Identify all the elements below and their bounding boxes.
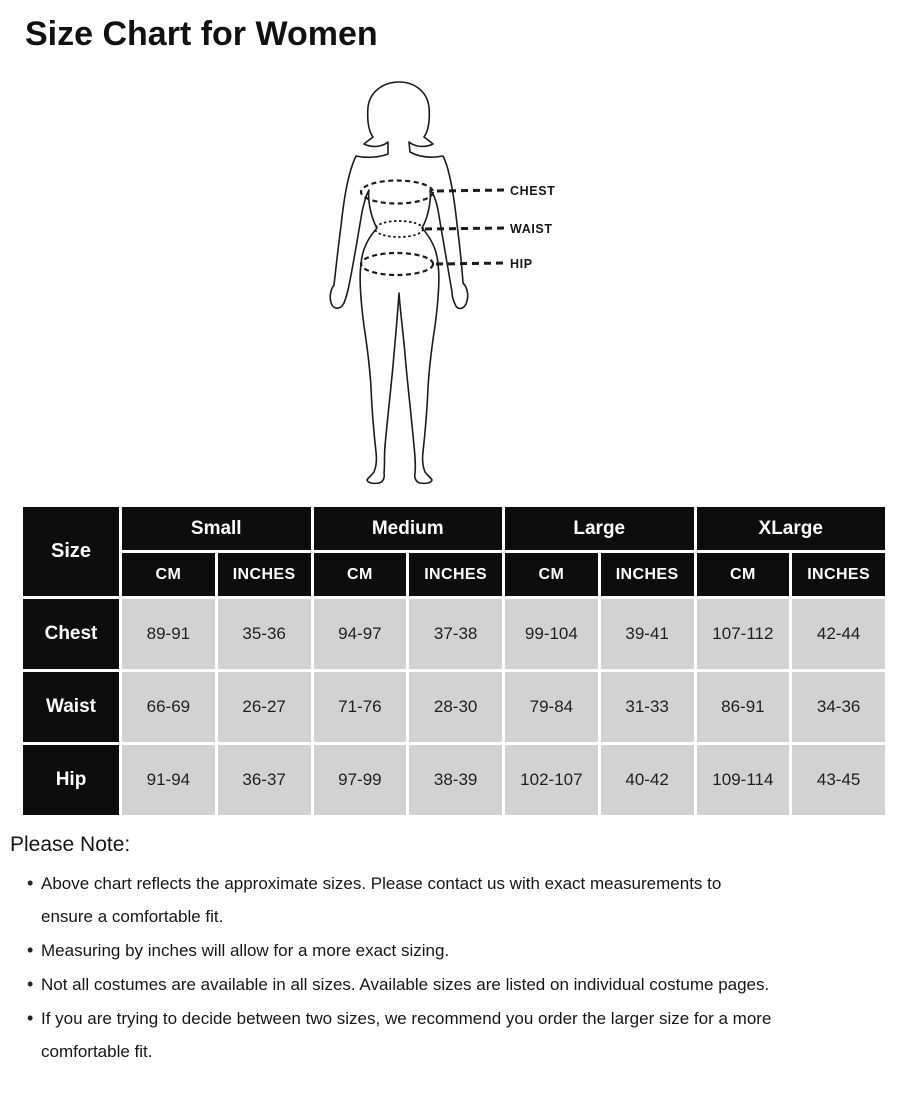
note-text [41,1002,869,1068]
unit-header-inches: INCHES [409,553,502,596]
waist-small-cm: 66-69 [122,672,215,742]
unit-header-inches: INCHES [792,553,885,596]
row-label-hip: Hip [23,745,119,815]
size-group-xlarge: XLarge [697,507,886,550]
body-silhouette [330,82,467,483]
note-line: comfortable fit. [41,1042,153,1061]
table-row-waist [23,672,885,742]
bullet-glyph: • [27,974,34,994]
table-row-hip [23,745,885,815]
size-chart-table [20,504,888,818]
hip-medium-cm: 97-99 [314,745,407,815]
notes-section [10,832,905,1068]
note-text [41,968,869,1001]
chest-small-inches: 35-36 [218,599,311,669]
size-corner-header: Size [23,507,119,596]
unit-header-row [23,553,885,596]
waist-large-inches: 31-33 [601,672,694,742]
chest-medium-cm: 94-97 [314,599,407,669]
notes-list [10,867,905,1068]
bullet-glyph: • [27,1008,34,1028]
row-label-waist: Waist [23,672,119,742]
note-item [27,934,905,967]
table-row-chest [23,599,885,669]
size-group-small: Small [122,507,311,550]
note-text [41,867,869,933]
page [0,15,905,1095]
hip-xlarge-inches: 43-45 [792,745,885,815]
note-item [27,1002,905,1068]
note-line: If you are trying to decide between two sizes, we recommend you order the larger size for a more [41,1009,772,1028]
unit-header-cm: CM [697,553,790,596]
note-text [41,934,869,967]
unit-header-cm: CM [122,553,215,596]
hip-medium-inches: 38-39 [409,745,502,815]
size-group-header-row [23,507,885,550]
body-measurement-figure [300,78,560,488]
hip-xlarge-cm: 109-114 [697,745,790,815]
chest-large-cm: 99-104 [505,599,598,669]
note-item [27,968,905,1001]
waist-xlarge-inches: 34-36 [792,672,885,742]
notes-heading: Please Note: [10,833,131,856]
measurement-diagram [300,78,560,488]
bullet-glyph: • [27,873,34,893]
note-line: ensure a comfortable fit. [41,907,224,926]
hip-small-inches: 36-37 [218,745,311,815]
note-item [27,867,905,933]
waist-large-cm: 79-84 [505,672,598,742]
waist-medium-cm: 71-76 [314,672,407,742]
chest-large-inches: 39-41 [601,599,694,669]
hip-label: HIP [510,257,533,271]
waist-leader-line [425,228,505,229]
hip-large-inches: 40-42 [601,745,694,815]
chest-medium-inches: 37-38 [409,599,502,669]
unit-header-inches: INCHES [601,553,694,596]
unit-header-cm: CM [314,553,407,596]
hip-small-cm: 91-94 [122,745,215,815]
chest-xlarge-cm: 107-112 [697,599,790,669]
bullet-glyph: • [27,940,34,960]
hip-large-cm: 102-107 [505,745,598,815]
waist-small-inches: 26-27 [218,672,311,742]
unit-header-cm: CM [505,553,598,596]
size-group-medium: Medium [314,507,503,550]
waist-xlarge-cm: 86-91 [697,672,790,742]
size-group-large: Large [505,507,694,550]
chest-small-cm: 89-91 [122,599,215,669]
note-line: Measuring by inches will allow for a more exact sizing. [41,941,450,960]
chest-xlarge-inches: 42-44 [792,599,885,669]
waist-medium-inches: 28-30 [409,672,502,742]
note-line: Not all costumes are available in all sizes. Available sizes are listed on individual costume pages. [41,975,770,994]
note-line: Above chart reflects the approximate sizes. Please contact us with exact measurements to [41,874,722,893]
chest-label: CHEST [510,184,556,198]
page-title: Size Chart for Women [25,15,378,53]
waist-label: WAIST [510,222,553,236]
unit-header-inches: INCHES [218,553,311,596]
row-label-chest: Chest [23,599,119,669]
